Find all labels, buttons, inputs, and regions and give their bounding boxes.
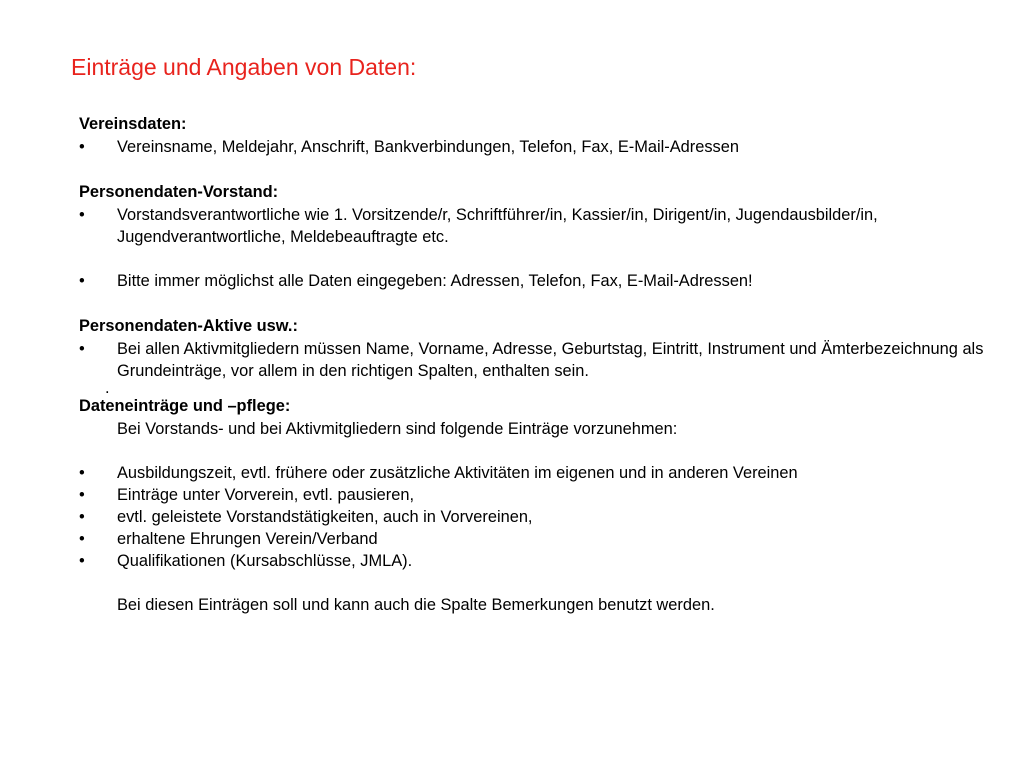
bullet-item — [79, 528, 989, 550]
bullet-item — [79, 270, 989, 292]
bullet-glyph: • — [79, 508, 85, 526]
bullet-text: Vorstandsverantwortliche wie 1. Vorsitzende/r, Schriftführer/in, Kassier/in, Dirigent/in, Jugendausbilder/in, Jugendverantwortliche, Meldebeauftragte etc. — [117, 206, 878, 246]
bullet-glyph: • — [79, 552, 85, 570]
section-heading-vereinsdaten: Vereinsdaten: — [79, 115, 187, 133]
bullet-glyph: • — [79, 486, 85, 504]
bullet-item — [79, 462, 989, 484]
bullet-glyph: • — [79, 340, 85, 358]
bullet-text: evtl. geleistete Vorstandstätigkeiten, auch in Vorvereinen, — [117, 508, 533, 526]
bullet-item — [79, 338, 989, 382]
bullet-glyph: • — [79, 464, 85, 482]
bullet-text: Bei allen Aktivmitgliedern müssen Name, Vorname, Adresse, Geburtstag, Eintritt, Instrument und Ämterbezeichnung als Grundeinträge, vor allem in den richtigen Spalten, enthalten sein. — [117, 340, 984, 380]
bullet-text: Einträge unter Vorverein, evtl. pausieren, — [117, 486, 415, 504]
section-heading-vorstand: Personendaten-Vorstand: — [79, 183, 279, 201]
closing-text: Bei diesen Einträgen soll und kann auch die Spalte Bemerkungen benutzt werden. — [117, 596, 715, 614]
bullet-text: Vereinsname, Meldejahr, Anschrift, Bankverbindungen, Telefon, Fax, E-Mail-Adressen — [117, 138, 739, 156]
section-heading-aktive: Personendaten-Aktive usw.: — [79, 317, 298, 335]
bullet-glyph: • — [79, 206, 85, 224]
intro-text: Bei Vorstands- und bei Aktivmitgliedern sind folgende Einträge vorzunehmen: — [117, 420, 678, 438]
bullet-glyph: • — [79, 138, 85, 156]
slide-title: Einträge und Angaben von Daten: — [71, 54, 417, 80]
slide-content — [79, 112, 989, 616]
bullet-glyph: • — [79, 272, 85, 290]
bullet-item — [79, 204, 989, 248]
bullet-item — [79, 550, 989, 572]
bullet-text: erhaltene Ehrungen Verein/Verband — [117, 530, 378, 548]
bullet-text: Bitte immer möglichst alle Daten eingegeben: Adressen, Telefon, Fax, E-Mail-Adressen! — [117, 272, 753, 290]
bullet-item — [79, 136, 989, 158]
bullet-item — [79, 506, 989, 528]
bullet-item — [79, 484, 989, 506]
bullet-text: Ausbildungszeit, evtl. frühere oder zusätzliche Aktivitäten im eigenen und in anderen Vereinen — [117, 464, 798, 482]
trailing-dot: . — [105, 379, 110, 397]
bullet-glyph: • — [79, 530, 85, 548]
section-heading-pflege: Dateneinträge und –pflege: — [79, 397, 291, 415]
bullet-text: Qualifikationen (Kursabschlüsse, JMLA). — [117, 552, 413, 570]
